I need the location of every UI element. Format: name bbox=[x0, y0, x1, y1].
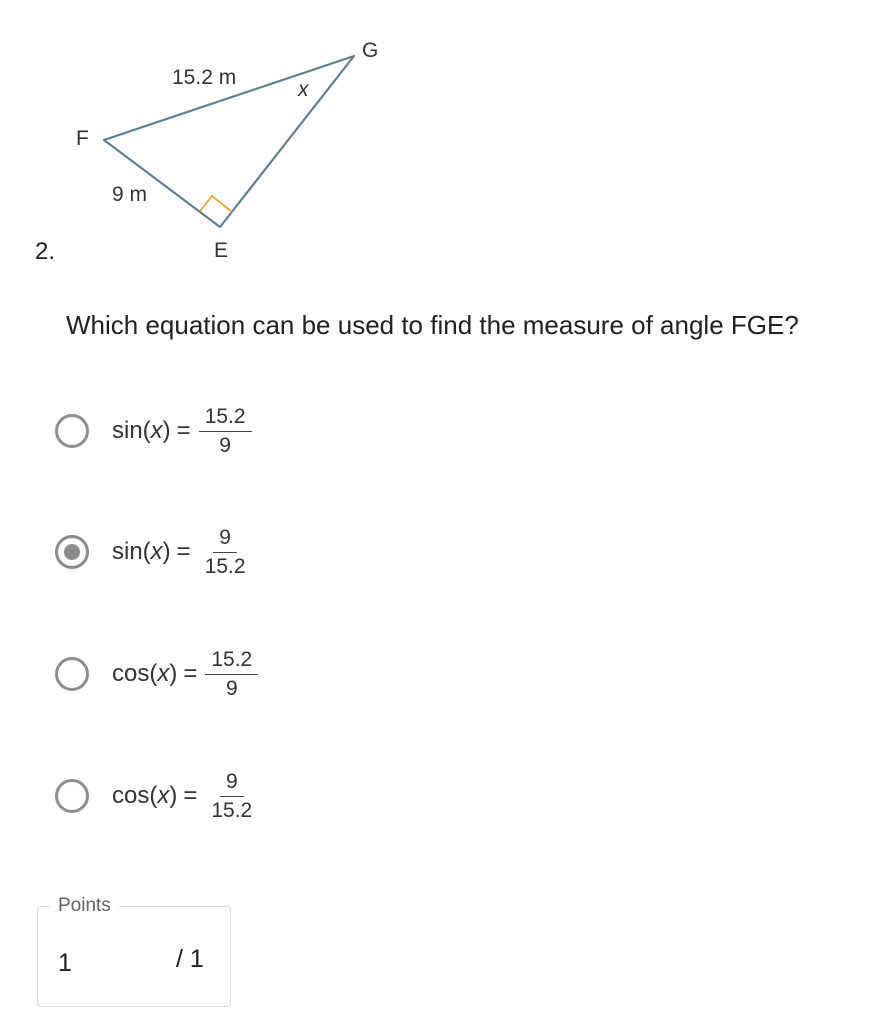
option-4[interactable] bbox=[55, 764, 258, 828]
radio-button-option-4[interactable] bbox=[55, 779, 89, 813]
close-paren: ) bbox=[169, 660, 178, 687]
close-paren: ) bbox=[162, 417, 171, 444]
points-legend: Points bbox=[50, 895, 119, 917]
variable: x bbox=[157, 660, 170, 687]
angle-label-x: x bbox=[298, 78, 309, 101]
numerator: 9 bbox=[220, 771, 244, 797]
radio-button-option-1[interactable] bbox=[55, 414, 89, 448]
equals-sign: = bbox=[176, 538, 191, 565]
variable: x bbox=[157, 782, 170, 809]
question-number: 2. bbox=[35, 238, 56, 265]
equals-sign: = bbox=[176, 417, 191, 444]
vertex-label-g: G bbox=[362, 39, 379, 62]
vertex-label-e: E bbox=[214, 239, 229, 262]
equation-option-4 bbox=[112, 771, 258, 821]
points-box bbox=[37, 895, 231, 1007]
fraction bbox=[199, 406, 252, 456]
function-name: sin( bbox=[112, 417, 151, 444]
function-name: cos( bbox=[112, 660, 158, 687]
triangle-figure bbox=[60, 30, 400, 270]
equation-option-2 bbox=[112, 527, 252, 577]
equals-sign: = bbox=[183, 782, 198, 809]
function-name: sin( bbox=[112, 538, 151, 565]
points-value: 1 bbox=[58, 949, 72, 977]
vertex-label-f: F bbox=[76, 127, 89, 150]
denominator: 15.2 bbox=[211, 799, 253, 822]
equals-sign: = bbox=[183, 660, 198, 687]
numerator: 15.2 bbox=[199, 406, 252, 432]
side-label-fe: 9 m bbox=[112, 183, 148, 206]
numerator: 9 bbox=[213, 527, 237, 553]
points-total: / 1 bbox=[176, 945, 204, 973]
function-name: cos( bbox=[112, 782, 158, 809]
radio-button-option-2-selected[interactable] bbox=[55, 535, 89, 569]
variable: x bbox=[150, 538, 163, 565]
equation-option-1 bbox=[112, 406, 252, 456]
numerator: 15.2 bbox=[205, 649, 258, 675]
fraction bbox=[205, 771, 258, 821]
right-angle-marker bbox=[200, 196, 232, 212]
question-text: Which equation can be used to find the measure of angle FGE? bbox=[66, 310, 799, 340]
denominator: 9 bbox=[219, 434, 231, 457]
denominator: 15.2 bbox=[204, 555, 246, 578]
fraction bbox=[199, 527, 252, 577]
radio-button-option-3[interactable] bbox=[55, 657, 89, 691]
close-paren: ) bbox=[169, 782, 178, 809]
denominator: 9 bbox=[225, 677, 238, 700]
close-paren: ) bbox=[162, 538, 171, 565]
option-2[interactable] bbox=[55, 520, 252, 584]
option-1[interactable] bbox=[55, 399, 252, 463]
fraction bbox=[205, 649, 258, 699]
equation-option-3 bbox=[112, 649, 258, 699]
option-3[interactable] bbox=[55, 642, 258, 706]
variable: x bbox=[150, 417, 163, 444]
side-label-fg: 15.2 m bbox=[172, 66, 237, 89]
